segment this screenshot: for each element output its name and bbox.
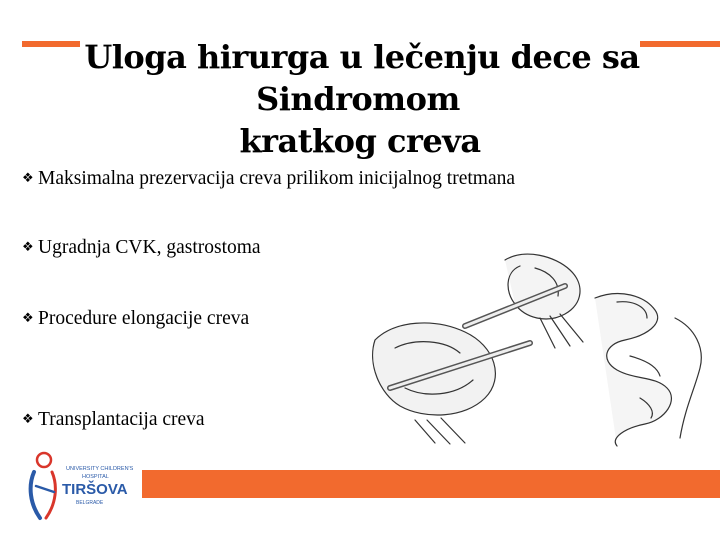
bullet-item bbox=[22, 308, 249, 330]
logo-line3: BELGRADE bbox=[76, 500, 104, 506]
bullet-text: Transplantacija creva bbox=[38, 409, 205, 430]
child-figure-icon bbox=[31, 453, 56, 518]
diamond-bullet-icon: ❖ bbox=[22, 170, 34, 185]
bullet-text: Procedure elongacije creva bbox=[38, 308, 250, 329]
logo-line1: UNIVERSITY CHILDREN'S bbox=[66, 466, 134, 472]
diamond-bullet-icon: ❖ bbox=[22, 411, 34, 426]
bowel-elongation-illustration bbox=[355, 248, 710, 448]
bullet-text: Ugradnja CVK, gastrostoma bbox=[38, 237, 261, 258]
diamond-bullet-icon: ❖ bbox=[22, 310, 34, 325]
bottom-accent-bar bbox=[142, 470, 720, 498]
logo-name: TIRŠOVA bbox=[62, 481, 128, 498]
bullet-item bbox=[22, 409, 205, 431]
slide-title-line2: kratkog creva bbox=[235, 122, 484, 160]
bullet-item bbox=[22, 168, 515, 190]
logo-line2: HOSPITAL bbox=[82, 474, 109, 480]
slide-title-line1: Uloga hirurga u lečenju dece sa Sindromom bbox=[80, 38, 639, 118]
diamond-bullet-icon: ❖ bbox=[22, 239, 34, 254]
bullet-item bbox=[22, 237, 261, 259]
tirsova-hospital-logo bbox=[22, 446, 142, 530]
slide-title bbox=[0, 36, 720, 162]
bullet-text: Maksimalna prezervacija creva prilikom inicijalnog tretmana bbox=[38, 168, 516, 189]
